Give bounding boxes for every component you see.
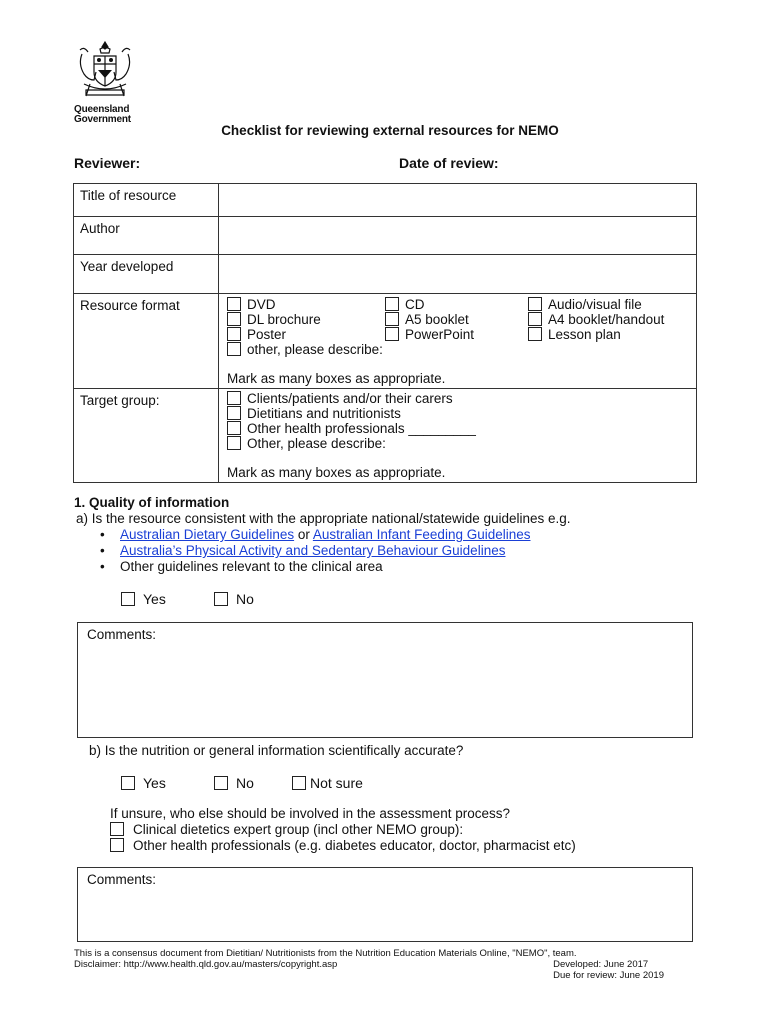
section-heading: 1. Quality of information [74, 495, 230, 510]
format-option-dvd[interactable]: DVD [227, 297, 385, 312]
unsure-section [110, 806, 576, 854]
date-of-review-label: Date of review: [399, 155, 499, 171]
checkbox[interactable] [528, 297, 542, 311]
target-option-other[interactable]: Other, please describe: [227, 436, 688, 451]
format-option-cd[interactable]: CD [385, 297, 528, 312]
checkbox[interactable] [528, 327, 542, 341]
or-text: or [294, 527, 313, 542]
footer-due-for-review: Due for review: June 2019 [553, 970, 664, 981]
checkbox[interactable] [227, 406, 241, 420]
checkbox[interactable] [292, 776, 306, 790]
comments-label: Comments: [87, 627, 157, 642]
format-option-other[interactable]: other, please describe: [227, 342, 688, 357]
year-developed-field[interactable] [219, 255, 697, 294]
no-option-b[interactable]: No [214, 775, 254, 791]
question-a: a) Is the resource consistent with the appropriate national/statewide guidelines e.g. [76, 511, 571, 526]
format-option-powerpoint[interactable]: PowerPoint [385, 327, 528, 342]
checkbox[interactable] [385, 327, 399, 341]
coat-of-arms-icon [74, 40, 136, 104]
list-item [100, 543, 694, 559]
list-item [100, 527, 694, 543]
author-field[interactable] [219, 217, 697, 255]
resource-format-options [227, 297, 688, 342]
checkbox[interactable] [227, 436, 241, 450]
target-group-label: Target group: [74, 389, 219, 483]
unsure-option-expert-group[interactable]: Clinical dietetics expert group (incl other NEMO group): [110, 822, 576, 838]
target-option-health-professionals[interactable]: Other health professionals _________ [227, 421, 688, 436]
comments-box-b[interactable] [77, 867, 693, 942]
queensland-government-logo [74, 40, 138, 125]
checkbox[interactable] [227, 421, 241, 435]
title-of-resource-label: Title of resource [74, 184, 219, 217]
checkbox[interactable] [110, 822, 124, 836]
unsure-option-health-professionals[interactable]: Other health professionals (e.g. diabetes educator, doctor, pharmacist etc) [110, 838, 576, 854]
format-option-a5-booklet[interactable]: A5 booklet [385, 312, 528, 327]
list-item: • Other guidelines relevant to the clinical area [100, 559, 694, 575]
checkbox[interactable] [227, 297, 241, 311]
yes-option-b[interactable]: Yes [121, 775, 166, 791]
guidelines-list [100, 527, 694, 575]
comments-label: Comments: [87, 872, 157, 887]
format-option-lesson-plan[interactable]: Lesson plan [528, 327, 688, 342]
logo-line-2: Government [74, 114, 131, 125]
unsure-question: If unsure, who else should be involved in the assessment process? [110, 806, 510, 821]
page-title: Checklist for reviewing external resources for NEMO [221, 123, 559, 138]
checkbox[interactable] [528, 312, 542, 326]
checkbox[interactable] [385, 297, 399, 311]
checkbox[interactable] [121, 592, 135, 606]
format-note: Mark as many boxes as appropriate. [227, 371, 446, 386]
format-option-dl-brochure[interactable]: DL brochure [227, 312, 385, 327]
checkbox[interactable] [110, 838, 124, 852]
format-option-audio-visual[interactable]: Audio/visual file [528, 297, 688, 312]
format-option-a4-booklet[interactable]: A4 booklet/handout [528, 312, 688, 327]
checkbox[interactable] [214, 776, 228, 790]
australian-infant-feeding-guidelines-link[interactable]: Australian Infant Feeding Guidelines [312, 527, 531, 542]
question-b: b) Is the nutrition or general information scientifically accurate? [89, 743, 464, 758]
title-of-resource-field[interactable] [219, 184, 697, 217]
checkbox[interactable] [121, 776, 135, 790]
footer-developed: Developed: June 2017 [553, 959, 649, 970]
physical-activity-guidelines-link[interactable]: Australia’s Physical Activity and Sedentary Behaviour Guidelines [120, 543, 506, 558]
quality-section [74, 495, 694, 575]
footer-disclaimer: Disclaimer: http://www.health.qld.gov.au/masters/copyright.asp [74, 959, 338, 970]
footer [74, 948, 664, 981]
target-option-clients[interactable]: Clients/patients and/or their carers [227, 391, 688, 406]
no-option-a[interactable]: No [214, 591, 254, 607]
checkbox[interactable] [227, 312, 241, 326]
checkbox[interactable] [385, 312, 399, 326]
australian-dietary-guidelines-link[interactable]: Australian Dietary Guidelines [120, 527, 295, 542]
yes-option-a[interactable]: Yes [121, 591, 166, 607]
target-note: Mark as many boxes as appropriate. [227, 465, 446, 480]
checkbox[interactable] [214, 592, 228, 606]
comments-box-a[interactable] [77, 622, 693, 738]
checkbox[interactable] [227, 327, 241, 341]
year-developed-label: Year developed [74, 255, 219, 294]
logo-line-1: Queensland [74, 104, 130, 115]
resource-format-label: Resource format [74, 294, 219, 389]
footer-consensus-note: This is a consensus document from Dietitian/ Nutritionists from the Nutrition Education Materials Online, "NEMO", team. [74, 948, 577, 959]
target-option-dietitians[interactable]: Dietitians and nutritionists [227, 406, 688, 421]
reviewer-label: Reviewer: [74, 155, 141, 171]
author-label: Author [74, 217, 219, 255]
not-sure-option[interactable]: Not sure [292, 775, 363, 791]
checkbox[interactable] [227, 391, 241, 405]
format-option-poster[interactable]: Poster [227, 327, 385, 342]
resource-info-table [73, 183, 697, 483]
checkbox[interactable] [227, 342, 241, 356]
